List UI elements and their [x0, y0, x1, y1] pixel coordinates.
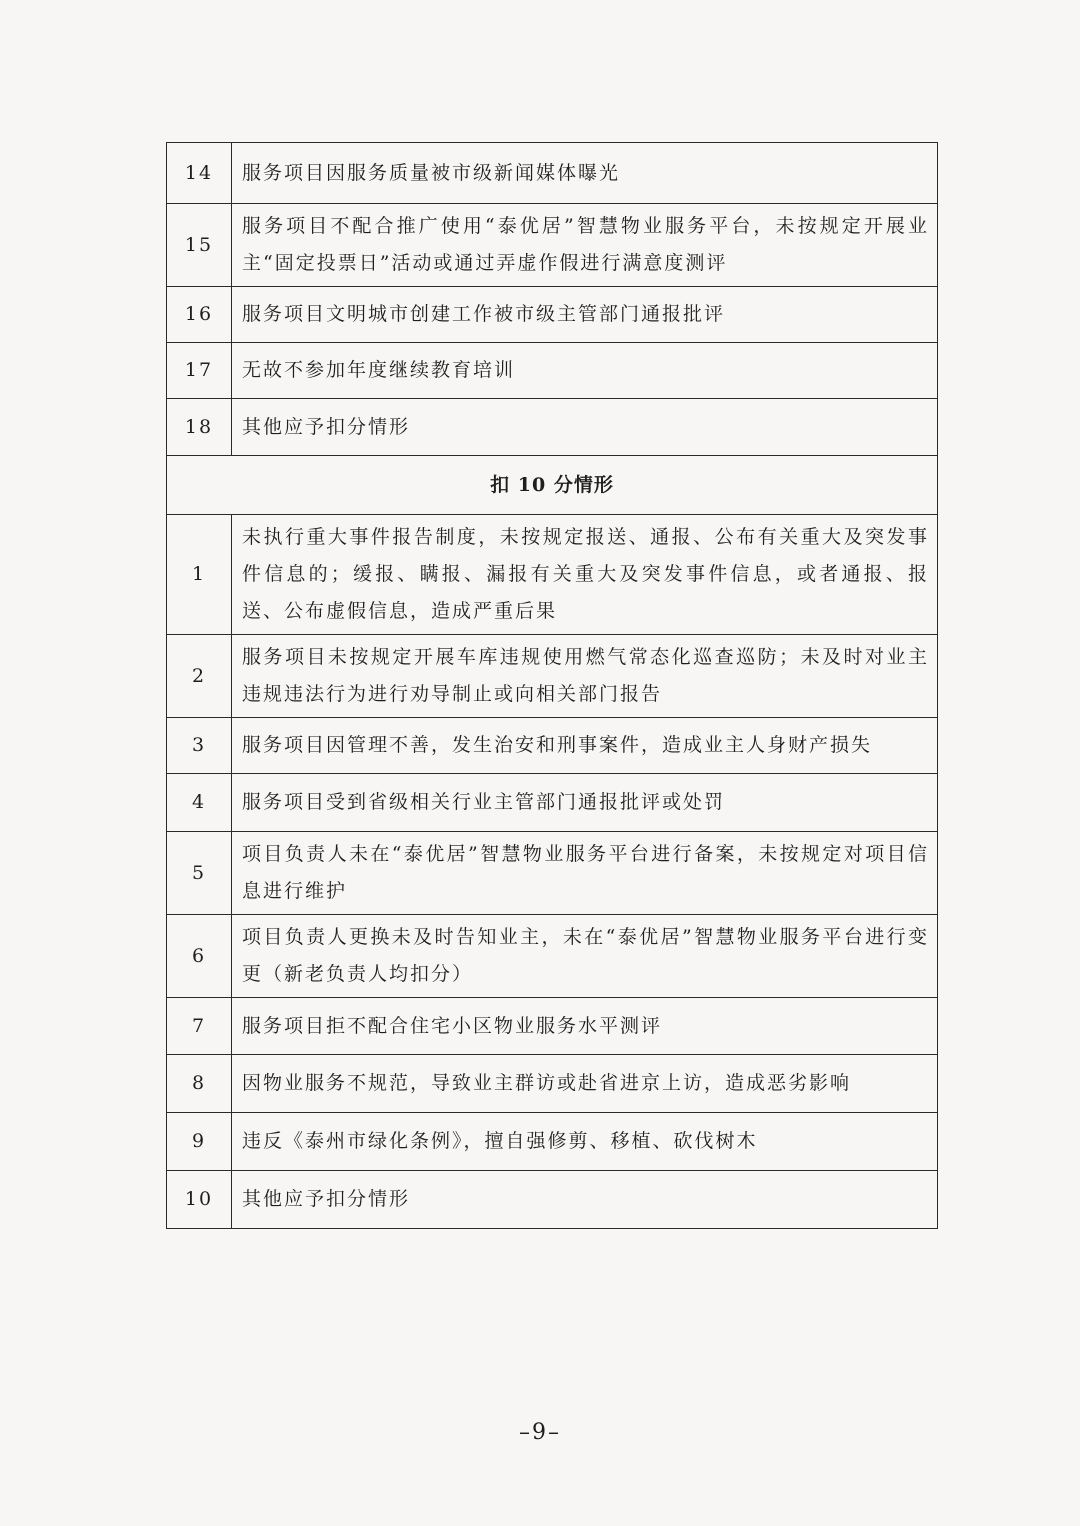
deduction-table — [166, 142, 938, 1229]
row-description: 服务项目因管理不善，发生治安和刑事案件，造成业主人身财产损失 — [232, 718, 938, 774]
row-number: 3 — [167, 718, 232, 774]
row-number: 16 — [167, 287, 232, 343]
row-number: 8 — [167, 1055, 232, 1113]
row-description: 服务项目文明城市创建工作被市级主管部门通报批评 — [232, 287, 938, 343]
row-number: 15 — [167, 204, 232, 287]
table-row — [167, 718, 938, 774]
table-row — [167, 399, 938, 456]
row-number: 17 — [167, 343, 232, 399]
row-number: 4 — [167, 774, 232, 832]
row-description: 服务项目受到省级相关行业主管部门通报批评或处罚 — [232, 774, 938, 832]
row-description: 项目负责人更换未及时告知业主，未在“泰优居”智慧物业服务平台进行变更（新老负责人均扣分） — [232, 915, 938, 998]
row-description: 因物业服务不规范，导致业主群访或赴省进京上访，造成恶劣影响 — [232, 1055, 938, 1113]
table-row — [167, 915, 938, 998]
row-description: 其他应予扣分情形 — [232, 1171, 938, 1229]
table-row — [167, 515, 938, 635]
row-number: 10 — [167, 1171, 232, 1229]
row-number: 7 — [167, 998, 232, 1055]
table-row — [167, 343, 938, 399]
row-number: 2 — [167, 635, 232, 718]
row-description: 服务项目不配合推广使用“泰优居”智慧物业服务平台，未按规定开展业主“固定投票日”活动或通过弄虚作假进行满意度测评 — [232, 204, 938, 287]
row-number: 1 — [167, 515, 232, 635]
row-number: 6 — [167, 915, 232, 998]
page-number: –9– — [519, 1420, 561, 1445]
table-row — [167, 1113, 938, 1171]
row-description: 违反《泰州市绿化条例》，擅自强修剪、移植、砍伐树木 — [232, 1113, 938, 1171]
table-row — [167, 1171, 938, 1229]
table-row — [167, 998, 938, 1055]
table-row — [167, 774, 938, 832]
section-header-row — [167, 456, 938, 515]
row-description: 项目负责人未在“泰优居”智慧物业服务平台进行备案，未按规定对项目信息进行维护 — [232, 832, 938, 915]
row-description: 其他应予扣分情形 — [232, 399, 938, 456]
row-description: 未执行重大事件报告制度，未按规定报送、通报、公布有关重大及突发事件信息的；缓报、瞒报、漏报有关重大及突发事件信息，或者通报、报送、公布虚假信息，造成严重后果 — [232, 515, 938, 635]
row-number: 18 — [167, 399, 232, 456]
row-description: 服务项目拒不配合住宅小区物业服务水平测评 — [232, 998, 938, 1055]
table-row — [167, 1055, 938, 1113]
row-description: 服务项目因服务质量被市级新闻媒体曝光 — [232, 143, 938, 204]
row-description: 服务项目未按规定开展车库违规使用燃气常态化巡查巡防；未及时对业主违规违法行为进行劝导制止或向相关部门报告 — [232, 635, 938, 718]
table-row — [167, 204, 938, 287]
row-description: 无故不参加年度继续教育培训 — [232, 343, 938, 399]
row-number: 5 — [167, 832, 232, 915]
table-row — [167, 832, 938, 915]
row-number: 9 — [167, 1113, 232, 1171]
table-row — [167, 635, 938, 718]
row-number: 14 — [167, 143, 232, 204]
table-row — [167, 287, 938, 343]
section-title: 扣 10 分情形 — [167, 456, 938, 515]
table-row — [167, 143, 938, 204]
